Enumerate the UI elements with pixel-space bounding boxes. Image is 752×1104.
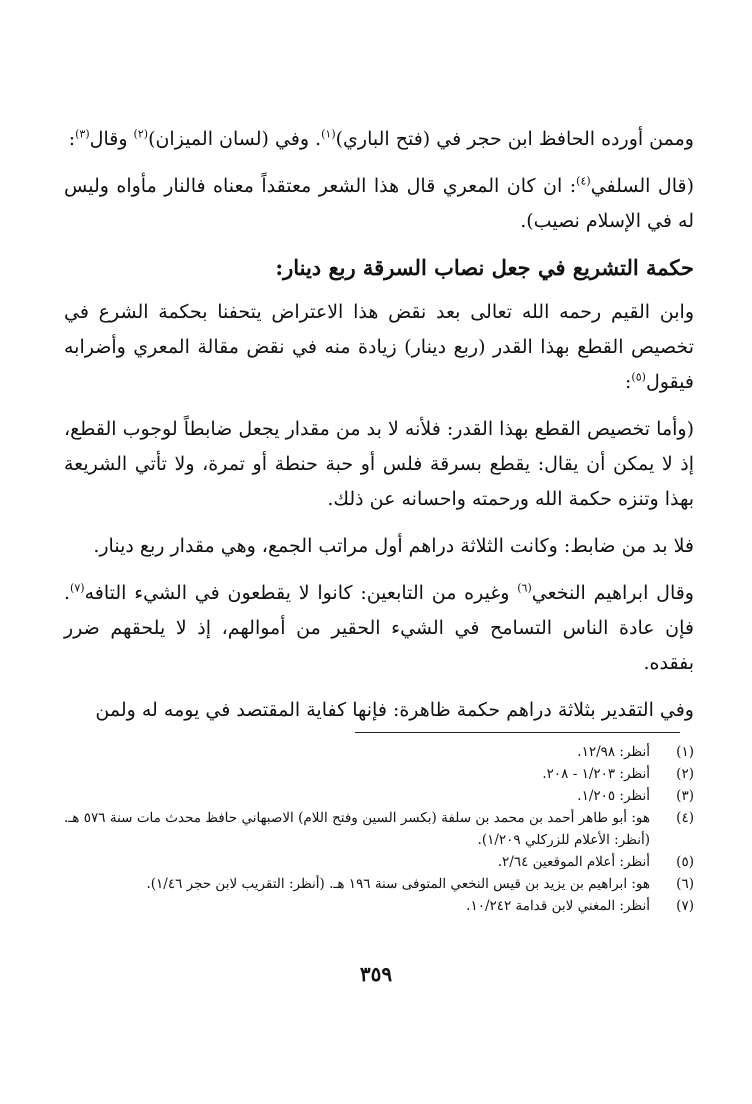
paragraph-4: (وأما تخصيص القطع بهذا القدر: فلأنه لا بد من مقدار يجعل ضابطاً لوجوب القطع، إذ لا يمكن أن يقال: يقطع بسرقة فلس أو حبة حنطة أو تمرة، ولا تأتي الشريعة بهذا وتنزه حكمة الله ورحمته واحسانه عن ذلك. [64, 418, 694, 510]
footnote-number: (٥) [676, 854, 694, 870]
footnote-text: هو: أبو طاهر أحمد بن محمد بن سلفة (بكسر السين وفتح اللام) الاصبهاني حافظ محدث مات سنة ٥٧٦ هـ. (أنظر: الأعلام للزركلي ١/٢٠٩). [64, 810, 650, 848]
paragraph-7: وفي التقدير بثلاثة دراهم حكمة ظاهرة: فإنها كفاية المقتصد في يومه له ولمن [95, 699, 694, 721]
paragraph-6: وقال ابراهيم النخعي$^{(٦)}$ وغيره من التابعين: كانوا لا يقطعون في الشيء التافه$^{(٧)}$. فإن عادة الناس التسامح في الشيء الحقير من أموالهم، إذ لا يلحقهم ضرر بفقده. [64, 581, 694, 674]
footnote-3 [64, 785, 694, 807]
main-text [64, 122, 694, 740]
paragraph-1: وممن أورده الحافظ ابن حجر في (فتح الباري)$^{(١)}$. وفي (لسان الميزان)$^{(٢)}$ وقال$^{(٣)}$: [68, 127, 694, 150]
footnote-5 [64, 851, 694, 873]
footnote-6 [64, 873, 694, 895]
footnote-2 [64, 763, 694, 785]
footnote-number: (٧) [676, 898, 694, 914]
footnote-4 [64, 807, 694, 851]
paragraph-3: وابن القيم رحمه الله تعالى بعد نقض هذا الاعتراض يتحفنا بحكمة الشرع في تخصيص القطع بهذا القدر (ربع دينار) زيادة منه في نقض مقالة المعري وأضرابه فيقول$^{(٥)}$: [64, 301, 694, 393]
footnote-text: أنظر: ١/٢٠٣ - ٢٠٨. [542, 766, 650, 782]
paragraph-5: فلا بد من ضابط: وكانت الثلاثة دراهم أول مراتب الجمع، وهي مقدار ربع دينار. [93, 535, 694, 557]
footnote-1 [64, 741, 694, 763]
footnote-ref-5[interactable]: (٥) [631, 370, 646, 384]
footnote-text: أنظر: المغني لابن قدامة ١٠/٢٤٢. [466, 898, 650, 914]
footnote-text: أنظر: أعلام الموقعين ٢/٦٤. [497, 854, 650, 870]
footnote-ref-7[interactable]: (٧) [70, 581, 85, 595]
footnote-7 [64, 895, 694, 917]
footnote-number: (٢) [676, 766, 694, 782]
footnote-number: (١) [676, 744, 694, 760]
footnote-divider [355, 732, 680, 733]
footnote-text: أنظر: ١٢/٩٨. [577, 744, 650, 760]
footnote-number: (٤) [676, 810, 694, 826]
footnote-ref-4[interactable]: (٤) [576, 174, 591, 188]
footnote-ref-3[interactable]: (٣) [75, 127, 90, 141]
page-number: ٣٥٩ [359, 962, 393, 986]
footnote-text: هو: ابراهيم بن يزيد بن قيس النخعي المتوفى سنة ١٩٦ هـ. (أنظر: التقريب لابن حجر ١/٤٦). [146, 876, 650, 892]
section-heading: حكمة التشريع في جعل نصاب السرقة ربع دينار: [275, 255, 694, 280]
footnote-ref-6[interactable]: (٦) [517, 581, 532, 595]
footnote-number: (٣) [676, 788, 694, 804]
footnotes [64, 741, 694, 917]
footnote-text: أنظر: ١/٢٠٥. [577, 788, 650, 804]
paragraph-2: (قال السلفي$^{(٤)}$: ان كان المعري قال هذا الشعر معتقداً معناه فالنار مأواه وليس له في الإسلام نصيب). [64, 174, 694, 232]
footnote-number: (٦) [676, 876, 694, 892]
footnote-ref-1[interactable]: (١) [321, 127, 336, 141]
footnote-ref-2[interactable]: (٢) [133, 127, 149, 141]
